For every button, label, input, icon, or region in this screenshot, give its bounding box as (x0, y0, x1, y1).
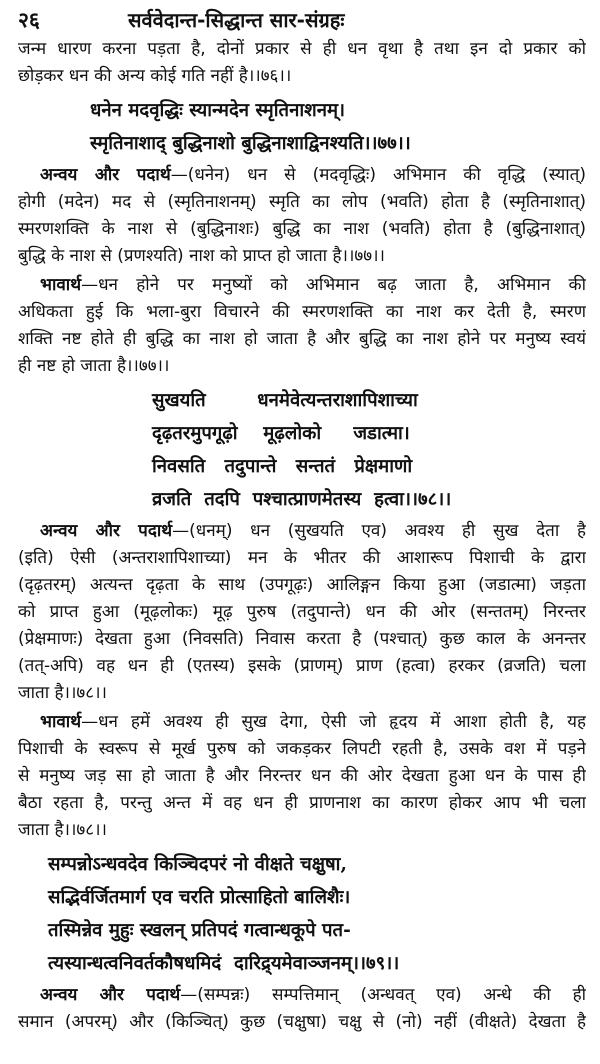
verse-line: सुखयति धनमेवेत्यन्तराशापिशाच्या (152, 390, 418, 411)
anvaya-77 (18, 162, 586, 270)
verse-line: धनेन मदवृद्धिः स्यान्मदेन स्मृतिनाशनम्। (90, 100, 346, 121)
text-line: ही नष्ट हो जाता है।।७७।। (18, 356, 170, 376)
text-line: (तत्-अपि) वह धन ही (एतस्य) इसके (प्राणम्) प्राण (हत्वा) हरकर (व्रजति) चला (18, 656, 586, 676)
text-line: जाता है।।७८।। (18, 683, 107, 703)
verse-78 (18, 384, 586, 516)
anvaya-78 (18, 518, 586, 707)
verse-line: सद्भिर्वर्जितमार्ग एव चरति प्रोत्साहितो बालिशैः। (48, 887, 351, 908)
text-line: शक्ति नष्ट होते ही बुद्धि का नाश हो जाता है और बुद्धि का नाश होने पर मनुष्य स्वयं (18, 329, 586, 349)
text-line: भावार्थ—धन हमें अवश्य ही सुख देगा, ऐसी जो हृदय में आशा होती है, यह (40, 712, 586, 732)
text-line: (प्रेक्षमाणः) देखता हुआ (निवसति) निवास करता है (पश्चात्) कुछ काल के अनन्तर (18, 629, 586, 649)
verse-line: निवसति तदुपान्ते सन्ततं प्रेक्षमाणो (152, 456, 413, 477)
verse-77 (18, 94, 586, 160)
text-line: से मनुष्य जड़ सा हो जाता है और निरन्तर धन की ओर देखता हुआ धन के पास ही (18, 766, 586, 786)
text-line: जन्म धारण करना पड़ता है, दोनों प्रकार से ही धन वृथा है तथा इन दो प्रकार को (18, 39, 586, 59)
verse-79 (18, 848, 586, 980)
text-line: बुद्धि के नाश से (प्रणश्यति) नाश को प्राप्त हो जाता है।।७७।। (18, 246, 385, 266)
verse-line: दृढ़तरमुपगूढ़ो मूढ़लोको जडात्मा। (152, 423, 410, 444)
page-header (18, 6, 586, 36)
text-line: छोड़कर धन की अन्य कोई गति नहीं है।।७६।। (18, 66, 292, 86)
text-line: स्मरणशक्ति के नाश से (बुद्धिनाशः) बुद्धि का नाश (भवति) होता है (बुद्धिनाशात्) (18, 219, 586, 239)
text-line: बैठा रहता है, परन्तु अन्त में वह धन ही प्राणनाश का कारण होकर आप भी चला (18, 793, 586, 813)
anvaya-79 (18, 982, 586, 1036)
anvaya-label: अन्वय और पदार्थ (40, 985, 181, 1005)
text-line: होगी (मदेन) मद से (स्मृतिनाशनम्) स्मृति का लोप (भवति) होता है (स्मृतिनाशात्) (18, 192, 586, 212)
text-line: (दृढ़तरम्) अत्यन्त दृढ़ता के साथ (उपगूढ़ः) आलिङ्गन किया हुआ (जडात्मा) जड़ता (18, 575, 586, 595)
anvaya-label: अन्वय और पदार्थ (40, 165, 171, 185)
bhavarth-label: भावार्थ (40, 275, 82, 295)
text-line: अन्वय और पदार्थ—(धनम्) धन (सुखयति एव) अवश्य ही सुख देता है (40, 521, 586, 541)
page-title: सर्ववेदान्त-सिद्धान्त सार-संग्रहः (128, 8, 345, 32)
anvaya-label: अन्वय और पदार्थ (40, 521, 173, 541)
text-line: भावार्थ—धन होने पर मनुष्यों को अभिमान बढ़ जाता है, अभिमान की (40, 275, 586, 295)
verse-line: व्रजति तदपि पश्चात्प्राणमेतस्य हत्वा।।७८।। (152, 489, 452, 510)
text-line: पिशाची के स्वरूप से मूर्ख पुरुष को जकड़कर लिपटी रहती है, उसके वश में पड़ने (18, 739, 586, 759)
verse-line: सम्पन्नोऽन्धवदेव किञ्चिदपरं नो वीक्षते चक्षुषा, (48, 854, 347, 875)
text-line: अधिकता हुई कि भला-बुरा विचारने की स्मरणशक्ति का नाश कर देती है, स्मरण (18, 302, 586, 322)
text-line: जाता है।।७८।। (18, 820, 107, 840)
text-line: (इति) ऐसी (अन्तराशापिशाच्या) मन के भीतर की आशारूप पिशाची के द्वारा (18, 548, 586, 568)
intro-paragraph (18, 36, 586, 90)
bhavarth-78 (18, 709, 586, 844)
page-number: २६ (18, 8, 40, 32)
bhavarth-77 (18, 272, 586, 380)
bhavarth-label: भावार्थ (40, 712, 82, 732)
verse-line: तस्मिन्नेव मुहुः स्खलन् प्रतिपदं गत्वान्धकूपे पत- (48, 920, 351, 941)
verse-line: स्मृतिनाशाद् बुद्धिनाशो बुद्धिनाशाद्विनश्यति।।७७।। (90, 133, 411, 154)
text-line: को प्राप्त हुआ (मूढ़लोकः) मूढ़ पुरुष (तदुपान्ते) धन की ओर (सन्ततम्) निरन्तर (18, 602, 586, 622)
text-line: अन्वय और पदार्थ—(धनेन) धन से (मदवृद्धिः) अभिमान की वृद्धि (स्यात्) (40, 165, 586, 185)
verse-line: त्यस्यान्धत्वनिवर्तकौषधमिदं दारिद्र्यमेवाञ्जनम्।।७९।। (48, 953, 400, 974)
text-line: समान (अपरम्) और (किञ्चित्) कुछ (चक्षुषा) चक्षु से (नो) नहीं (वीक्षते) देखता है (18, 1012, 586, 1032)
text-line: अन्वय और पदार्थ—(सम्पन्नः) सम्पत्तिमान् (अन्धवत् एव) अन्धे की ही (40, 985, 586, 1005)
